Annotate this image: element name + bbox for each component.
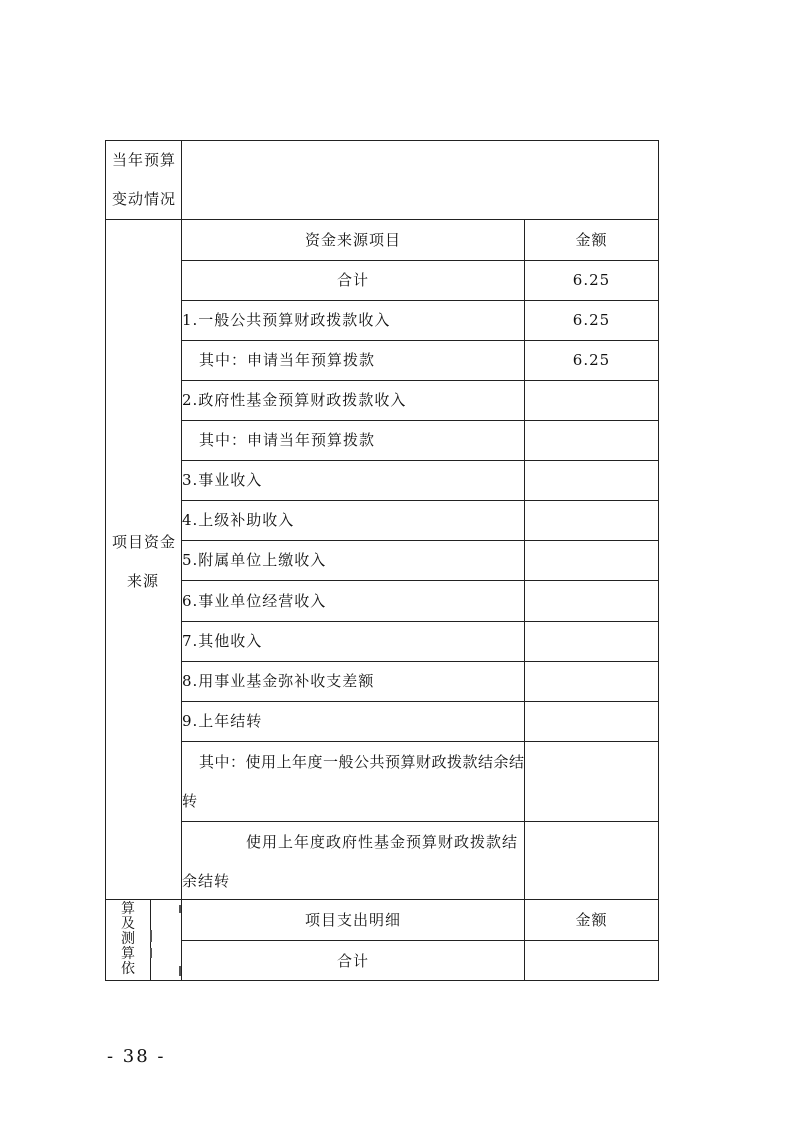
table-border-top <box>105 140 659 141</box>
row-line <box>181 420 659 421</box>
cut-off-mark <box>150 930 152 942</box>
cut-off-mark <box>150 948 152 958</box>
source-row-label: 6.事业单位经营收入 <box>182 592 327 610</box>
source-row-label: 9.上年结转 <box>182 712 263 730</box>
funding-source-label: 来源 <box>126 572 159 590</box>
row-line <box>181 821 659 822</box>
row-line <box>181 661 659 662</box>
source-row-label: 8.用事业基金弥补收支差额 <box>182 672 375 690</box>
source-header-item: 资金来源项目 <box>304 231 401 249</box>
budget-change-label: 当年预算 <box>112 151 177 169</box>
section-divider <box>105 219 659 220</box>
row-line <box>181 580 659 581</box>
section-divider <box>105 899 659 900</box>
row-line <box>181 940 659 941</box>
cut-off-mark <box>179 905 181 913</box>
row-line <box>181 540 659 541</box>
row-line <box>181 380 659 381</box>
budget-change-label: 变动情况 <box>112 190 177 208</box>
cut-off-mark <box>179 966 181 976</box>
source-total-label: 合计 <box>336 271 369 289</box>
expense-header-amount: 金额 <box>575 911 608 929</box>
source-row-label: 其中：申请当年预算拨款 <box>199 431 376 449</box>
row-line <box>181 300 659 301</box>
source-row-amount: 6.25 <box>572 351 611 369</box>
row-line <box>181 621 659 622</box>
source-total-amount: 6.25 <box>572 271 611 289</box>
expense-basis-label: 算 及 测 算 依 <box>121 901 135 977</box>
source-row-label: 4.上级补助收入 <box>182 511 295 529</box>
source-row-label: 7.其他收入 <box>182 632 263 650</box>
carryover-general-label: 转 <box>182 792 199 810</box>
expense-header-item: 项目支出明细 <box>304 911 401 929</box>
source-row-label: 5.附属单位上缴收入 <box>182 551 327 569</box>
source-row-label: 其中：申请当年预算拨款 <box>199 351 376 369</box>
expense-total-label: 合计 <box>336 952 369 970</box>
source-header-amount: 金额 <box>575 231 608 249</box>
row-line <box>181 500 659 501</box>
row-line <box>181 701 659 702</box>
source-row-label: 2.政府性基金预算财政拨款收入 <box>182 391 407 409</box>
source-row-label: 3.事业收入 <box>182 471 263 489</box>
row-line <box>181 260 659 261</box>
table-border-left <box>105 140 106 981</box>
row-line <box>181 340 659 341</box>
carryover-fund-label: 使用上年度政府性基金预算财政拨款结 <box>246 833 519 851</box>
table-border-right <box>658 140 659 981</box>
table-border-bottom <box>105 980 659 981</box>
page-number: - 38 - <box>107 1046 166 1067</box>
funding-source-label: 项目资金 <box>112 533 177 551</box>
row-line <box>181 741 659 742</box>
source-row-amount: 6.25 <box>572 311 611 329</box>
row-line <box>181 460 659 461</box>
carryover-fund-label: 余结转 <box>182 872 231 890</box>
source-row-label: 1.一般公共预算财政拨款收入 <box>182 311 391 329</box>
carryover-general-label: 其中：使用上年度一般公共预算财政拨款结余结 <box>199 753 525 771</box>
